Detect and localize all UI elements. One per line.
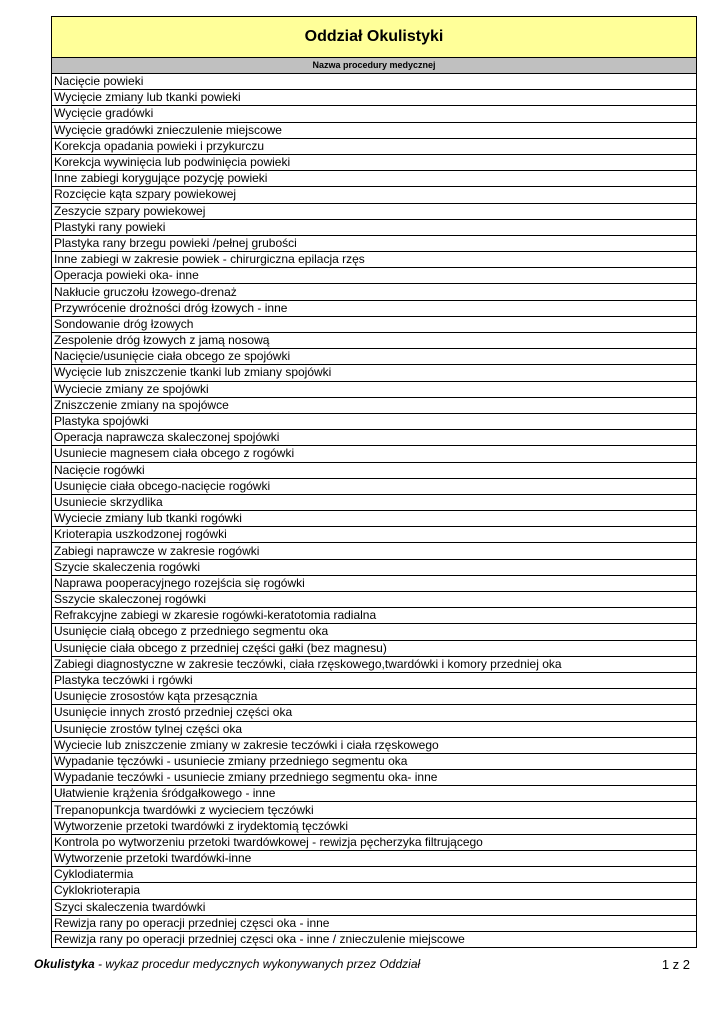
table-row xyxy=(52,802,697,818)
page-number: 1 z 2 xyxy=(661,957,690,972)
table-row xyxy=(52,494,697,510)
table-row xyxy=(52,446,697,462)
procedure-name: Rewizja rany po operacji przedniej częsci oka - inne / znieczulenie miejscowe xyxy=(52,931,697,947)
procedure-name: Sszycie skaleczonej rogówki xyxy=(52,592,697,608)
table-row xyxy=(52,770,697,786)
procedure-name: Wycięcie lub zniszczenie tkanki lub zmiany spojówki xyxy=(52,365,697,381)
table-row xyxy=(52,672,697,688)
page-title: Oddział Okulistyki xyxy=(51,16,697,57)
procedure-name: Usuniecie skrzydlika xyxy=(52,494,697,510)
procedure-name: Rewizja rany po operacji przedniej częsci oka - inne xyxy=(52,915,697,931)
table-row xyxy=(52,867,697,883)
procedure-name: Zniszczenie zmiany na spojówce xyxy=(52,397,697,413)
table-row xyxy=(52,106,697,122)
procedure-name: Operacja powieki oka- inne xyxy=(52,268,697,284)
procedure-name: Trepanopunkcja twardówki z wycieciem tęczówki xyxy=(52,802,697,818)
procedure-name: Usunięcie ciała obcego z przedniej części gałki (bez magnesu) xyxy=(52,640,697,656)
procedure-name: Wyciecie lub zniszczenie zmiany w zakresie teczówki i ciała rzęskowego xyxy=(52,737,697,753)
table-row xyxy=(52,74,697,90)
table-row xyxy=(52,154,697,170)
procedure-name: Usunięcie ciała obcego-nacięcie rogówki xyxy=(52,478,697,494)
procedure-name: Usunięcie zrostów tylnej części oka xyxy=(52,721,697,737)
table-row xyxy=(52,834,697,850)
procedure-name: Nacięcie/usunięcie ciała obcego ze spojówki xyxy=(52,349,697,365)
procedure-name: Przywrócenie drożności dróg łzowych - inne xyxy=(52,300,697,316)
table-row xyxy=(52,851,697,867)
procedure-name: Kontrola po wytworzeniu przetoki twardówkowej - rewizja pęcherzyka filtrującego xyxy=(52,834,697,850)
procedure-name: Wytworzenie przetoki twardówki z irydektomią tęczówki xyxy=(52,818,697,834)
procedure-name: Zabiegi diagnostyczne w zakresie teczówki, ciała rzęskowego,twardówki i komory przedniej oka xyxy=(52,656,697,672)
table-row xyxy=(52,268,697,284)
procedure-name: Wycięcie gradówki znieczulenie miejscowe xyxy=(52,122,697,138)
procedure-name: Wycięcie gradówki xyxy=(52,106,697,122)
table-row xyxy=(52,171,697,187)
procedure-name: Nakłucie gruczołu łzowego-drenaż xyxy=(52,284,697,300)
procedure-table xyxy=(51,74,697,948)
procedure-name: Krioterapia uszkodzonej rogówki xyxy=(52,527,697,543)
procedure-name: Refrakcyjne zabiegi w zkaresie rogówki-keratotomia radialna xyxy=(52,608,697,624)
table-row xyxy=(52,818,697,834)
table-row xyxy=(52,608,697,624)
procedure-name: Usunięcie zrosostów kąta przesącznia xyxy=(52,689,697,705)
column-header: Nazwa procedury medycznej xyxy=(51,57,697,74)
table-row xyxy=(52,430,697,446)
table-row xyxy=(52,543,697,559)
table-row xyxy=(52,527,697,543)
procedure-sheet xyxy=(51,16,697,948)
procedure-name: Rozcięcie kąta szpary powiekowej xyxy=(52,187,697,203)
table-row xyxy=(52,219,697,235)
table-row xyxy=(52,365,697,381)
procedure-name: Korekcja wywinięcia lub podwinięcia powieki xyxy=(52,154,697,170)
table-row xyxy=(52,737,697,753)
procedure-name: Naprawa pooperacyjnego rozejścia się rogówki xyxy=(52,575,697,591)
table-row xyxy=(52,349,697,365)
table-row xyxy=(52,705,697,721)
table-row xyxy=(52,235,697,251)
table-row xyxy=(52,592,697,608)
table-row xyxy=(52,478,697,494)
procedure-name: Wypadanie teczówki - usuniecie zmiany przedniego segmentu oka- inne xyxy=(52,770,697,786)
procedure-name: Zespolenie dróg łzowych z jamą nosową xyxy=(52,333,697,349)
table-row xyxy=(52,511,697,527)
procedure-name: Plastyka spojówki xyxy=(52,413,697,429)
procedure-name: Korekcja opadania powieki i przykurczu xyxy=(52,138,697,154)
table-row xyxy=(52,252,697,268)
table-row xyxy=(52,883,697,899)
procedure-name: Wyciecie zmiany lub tkanki rogówki xyxy=(52,511,697,527)
table-row xyxy=(52,381,697,397)
procedure-name: Wycięcie zmiany lub tkanki powieki xyxy=(52,90,697,106)
table-row xyxy=(52,689,697,705)
table-row xyxy=(52,915,697,931)
table-row xyxy=(52,559,697,575)
table-row xyxy=(52,138,697,154)
table-row xyxy=(52,656,697,672)
procedure-name: Plastyka teczówki i rgówki xyxy=(52,672,697,688)
procedure-name: Zeszycie szpary powiekowej xyxy=(52,203,697,219)
procedure-name: Operacja naprawcza skaleczonej spojówki xyxy=(52,430,697,446)
table-row xyxy=(52,333,697,349)
procedure-name: Ułatwienie krążenia śródgałkowego - inne xyxy=(52,786,697,802)
procedure-name: Wypadanie tęczówki - usuniecie zmiany przedniego segmentu oka xyxy=(52,753,697,769)
table-row xyxy=(52,462,697,478)
table-row xyxy=(52,899,697,915)
table-row xyxy=(52,397,697,413)
procedure-name: Usunięcie ciałą obcego z przedniego segmentu oka xyxy=(52,624,697,640)
page-footer xyxy=(34,957,690,972)
procedure-name: Szyci skaleczenia twardówki xyxy=(52,899,697,915)
table-row xyxy=(52,316,697,332)
procedure-name: Sondowanie dróg łzowych xyxy=(52,316,697,332)
table-row xyxy=(52,187,697,203)
table-row xyxy=(52,753,697,769)
table-row xyxy=(52,640,697,656)
procedure-name: Inne zabiegi korygujące pozycję powieki xyxy=(52,171,697,187)
table-row xyxy=(52,284,697,300)
procedure-name: Wyciecie zmiany ze spojówki xyxy=(52,381,697,397)
procedure-name: Cyklodiatermia xyxy=(52,867,697,883)
table-row xyxy=(52,413,697,429)
table-row xyxy=(52,203,697,219)
table-row xyxy=(52,300,697,316)
table-row xyxy=(52,575,697,591)
procedure-name: Wytworzenie przetoki twardówki-inne xyxy=(52,851,697,867)
procedure-name: Plastyki rany powieki xyxy=(52,219,697,235)
table-row xyxy=(52,624,697,640)
table-row xyxy=(52,90,697,106)
procedure-name: Usunięcie innych zrostó przedniej części oka xyxy=(52,705,697,721)
procedure-name: Plastyka rany brzegu powieki /pełnej grubości xyxy=(52,235,697,251)
table-row xyxy=(52,721,697,737)
table-row xyxy=(52,122,697,138)
footer-department: Okulistyka xyxy=(34,957,95,971)
footer-caption xyxy=(34,957,420,972)
table-row xyxy=(52,931,697,947)
procedure-name: Szycie skaleczenia rogówki xyxy=(52,559,697,575)
procedure-name: Inne zabiegi w zakresie powiek - chirurgiczna epilacja rzęs xyxy=(52,252,697,268)
procedure-name: Nacięcie powieki xyxy=(52,74,697,90)
table-row xyxy=(52,786,697,802)
footer-description: - wykaz procedur medycznych wykonywanych przez Oddział xyxy=(94,957,421,971)
procedure-name: Zabiegi naprawcze w zakresie rogówki xyxy=(52,543,697,559)
procedure-name: Nacięcie rogówki xyxy=(52,462,697,478)
procedure-name: Usuniecie magnesem ciała obcego z rogówki xyxy=(52,446,697,462)
procedure-name: Cyklokrioterapia xyxy=(52,883,697,899)
